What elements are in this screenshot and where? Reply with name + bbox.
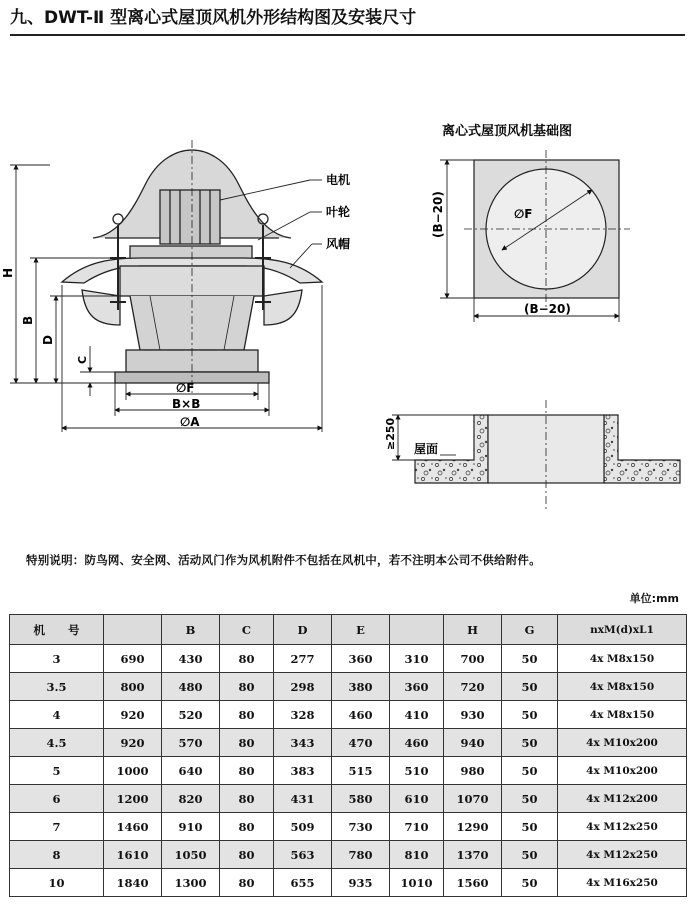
table-cell: 800 — [104, 673, 162, 701]
fan-elevation-drawing — [62, 140, 322, 395]
table-cell: 710 — [390, 813, 444, 841]
table-cell: 6 — [10, 785, 104, 813]
dim-D: D — [41, 335, 55, 345]
table-cell: 50 — [502, 841, 558, 869]
table-cell: 328 — [274, 701, 332, 729]
table-cell: 410 — [390, 701, 444, 729]
table-cell: 980 — [444, 757, 502, 785]
table-cell: 810 — [390, 841, 444, 869]
table-cell: 509 — [274, 813, 332, 841]
table-row — [10, 729, 687, 757]
page-title: 九、DWT-Ⅱ 型离心式屋顶风机外形结构图及安装尺寸 — [10, 8, 417, 28]
table-cell: 50 — [502, 729, 558, 757]
table-cell: 920 — [104, 729, 162, 757]
foundation-height-label: ≥250 — [384, 417, 397, 450]
table-cell: 563 — [274, 841, 332, 869]
table-cell: 4x M16x250 — [558, 869, 687, 897]
table-cell: 310 — [390, 645, 444, 673]
table-cell: 4x M12x250 — [558, 813, 687, 841]
table-cell: 360 — [332, 645, 390, 673]
table-cell: 730 — [332, 813, 390, 841]
dim-phiA: ∅A — [180, 415, 200, 429]
table-cell: 1460 — [104, 813, 162, 841]
dim-C: C — [76, 355, 89, 364]
table-row — [10, 701, 687, 729]
table-cell: 910 — [162, 813, 220, 841]
table-header-cell: D — [274, 615, 332, 645]
table-cell: 655 — [274, 869, 332, 897]
table-row — [10, 785, 687, 813]
table-cell: 277 — [274, 645, 332, 673]
table-row — [10, 869, 687, 897]
table-cell: 10 — [10, 869, 104, 897]
table-cell: 930 — [444, 701, 502, 729]
table-cell: 1300 — [162, 869, 220, 897]
table-cell: 720 — [444, 673, 502, 701]
table-cell: 580 — [332, 785, 390, 813]
table-cell: 820 — [162, 785, 220, 813]
foundation-title: 离心式屋顶风机基础图 — [442, 124, 573, 139]
table-cell: 50 — [502, 701, 558, 729]
dim-BxB: B×B — [172, 397, 201, 411]
table-cell: 80 — [220, 673, 274, 701]
table-cell: 80 — [220, 645, 274, 673]
table-cell: 80 — [220, 869, 274, 897]
table-row — [10, 813, 687, 841]
table-cell: 80 — [220, 757, 274, 785]
table-cell: 920 — [104, 701, 162, 729]
table-cell: 510 — [390, 757, 444, 785]
table-cell: 383 — [274, 757, 332, 785]
table-cell: 1560 — [444, 869, 502, 897]
table-cell: 515 — [332, 757, 390, 785]
table-cell: 430 — [162, 645, 220, 673]
spec-table — [9, 614, 687, 897]
table-cell: 50 — [502, 645, 558, 673]
table-cell: 480 — [162, 673, 220, 701]
table-row — [10, 673, 687, 701]
table-row — [10, 645, 687, 673]
foundation-plan — [440, 150, 630, 322]
table-cell: 940 — [444, 729, 502, 757]
dim-H: H — [1, 267, 15, 278]
foundation-section — [392, 400, 680, 512]
table-cell: 50 — [502, 869, 558, 897]
table-cell: 460 — [390, 729, 444, 757]
table-cell: 50 — [502, 813, 558, 841]
table-cell: 700 — [444, 645, 502, 673]
table-cell: 4x M12x200 — [558, 785, 687, 813]
table-cell: 780 — [332, 841, 390, 869]
dim-phiF: ∅F — [176, 381, 195, 395]
label-motor: 电机 — [326, 173, 351, 187]
special-note: 特别说明：防鸟网、安全网、活动风门作为风机附件不包括在风机中，若不注明本公司不供给附件。 — [26, 553, 541, 567]
table-cell: 520 — [162, 701, 220, 729]
table-cell: 1010 — [390, 869, 444, 897]
table-cell: 1000 — [104, 757, 162, 785]
foundation-side-label: (B−20) — [431, 191, 445, 238]
table-cell: 4.5 — [10, 729, 104, 757]
table-row — [10, 757, 687, 785]
table-cell: 460 — [332, 701, 390, 729]
table-cell: 1200 — [104, 785, 162, 813]
table-cell: 4x M10x200 — [558, 729, 687, 757]
table-cell: 431 — [274, 785, 332, 813]
table-cell: 80 — [220, 785, 274, 813]
table-cell: 4x M12x250 — [558, 841, 687, 869]
table-cell: 570 — [162, 729, 220, 757]
table-cell: 50 — [502, 673, 558, 701]
roof-label: 屋面 — [414, 442, 439, 456]
table-cell: 50 — [502, 785, 558, 813]
table-cell: 640 — [162, 757, 220, 785]
table-cell: 50 — [502, 757, 558, 785]
table-header-cell: E — [332, 615, 390, 645]
label-impeller: 叶轮 — [326, 205, 351, 219]
table-header-cell — [390, 615, 444, 645]
table-cell: 380 — [332, 673, 390, 701]
table-cell: 4x M8x150 — [558, 645, 687, 673]
table-cell: 1050 — [162, 841, 220, 869]
foundation-bottom-label: (B−20) — [524, 302, 571, 316]
table-header-cell: nxM(d)xL1 — [558, 615, 687, 645]
table-header-cell: G — [502, 615, 558, 645]
table-cell: 1840 — [104, 869, 162, 897]
table-cell: 80 — [220, 813, 274, 841]
table-cell: 5 — [10, 757, 104, 785]
table-header-cell: H — [444, 615, 502, 645]
table-cell: 343 — [274, 729, 332, 757]
table-cell: 470 — [332, 729, 390, 757]
unit-label: 单位:mm — [629, 592, 679, 605]
table-cell: 3.5 — [10, 673, 104, 701]
table-cell: 4x M8x150 — [558, 673, 687, 701]
table-cell: 80 — [220, 701, 274, 729]
table-cell: 1370 — [444, 841, 502, 869]
table-header-cell: B — [162, 615, 220, 645]
table-cell: 298 — [274, 673, 332, 701]
table-cell: 4x M10x200 — [558, 757, 687, 785]
foundation-phiF: ∅F — [514, 207, 533, 221]
table-cell: 1610 — [104, 841, 162, 869]
table-header-cell — [104, 615, 162, 645]
table-cell: 360 — [390, 673, 444, 701]
table-row — [10, 841, 687, 869]
table-cell: 80 — [220, 729, 274, 757]
table-cell: 80 — [220, 841, 274, 869]
dim-B: B — [21, 315, 35, 325]
table-cell: 610 — [390, 785, 444, 813]
label-hood: 风帽 — [326, 237, 351, 251]
motor-body — [160, 190, 220, 244]
table-cell: 1070 — [444, 785, 502, 813]
table-header-cell: 机 号 — [10, 615, 104, 645]
table-header-cell: C — [220, 615, 274, 645]
table-cell: 7 — [10, 813, 104, 841]
table-cell: 4 — [10, 701, 104, 729]
table-cell: 8 — [10, 841, 104, 869]
table-cell: 4x M8x150 — [558, 701, 687, 729]
table-cell: 1290 — [444, 813, 502, 841]
table-cell: 935 — [332, 869, 390, 897]
table-cell: 3 — [10, 645, 104, 673]
table-header-row — [10, 615, 687, 645]
table-cell: 690 — [104, 645, 162, 673]
